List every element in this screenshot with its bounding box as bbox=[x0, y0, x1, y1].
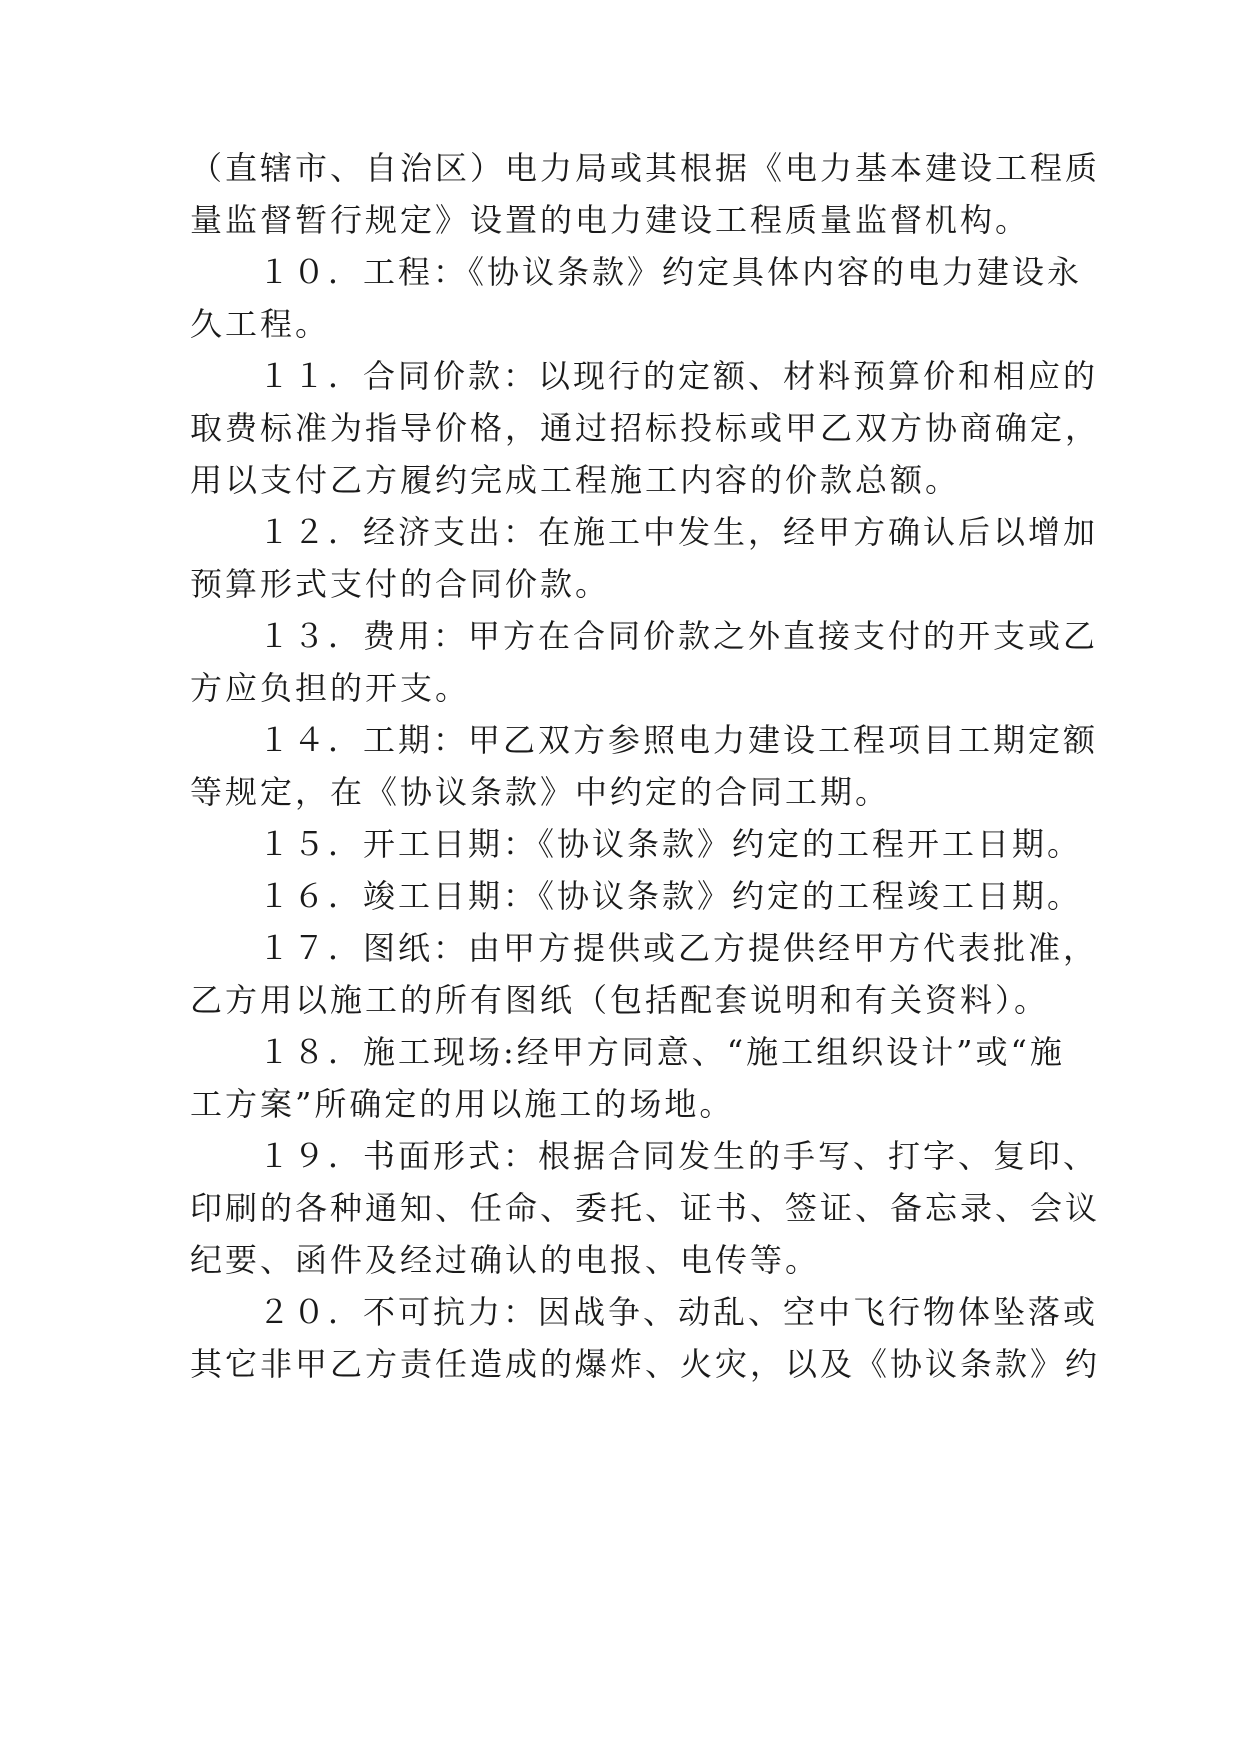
paragraph-11-line: １１．合同价款：以现行的定额、材料预算价和相应的 bbox=[258, 357, 1099, 395]
text-line: 印刷的各种通知、任命、委托、证书、签证、备忘录、会议 bbox=[190, 1189, 1101, 1227]
paragraph-15-line: １５．开工日期：《协议条款》约定的工程开工日期。 bbox=[258, 825, 1083, 863]
text-line: 用以支付乙方履约完成工程施工内容的价款总额。 bbox=[190, 461, 961, 499]
text-line: 其它非甲乙方责任造成的爆炸、火灾，以及《协议条款》约 bbox=[190, 1345, 1101, 1383]
text-line: 取费标准为指导价格，通过招标投标或甲乙双方协商确定， bbox=[190, 409, 1101, 447]
text-line: （直辖市、自治区）电力局或其根据《电力基本建设工程质 bbox=[190, 149, 1101, 187]
paragraph-13-line: １３．费用：甲方在合同价款之外直接支付的开支或乙 bbox=[258, 617, 1099, 655]
paragraph-18-line: １８．施工现场:经甲方同意、“施工组织设计”或“施 bbox=[258, 1033, 1065, 1071]
paragraph-14-line: １４．工期：甲乙双方参照电力建设工程项目工期定额 bbox=[258, 721, 1099, 759]
paragraph-20-line: ２０．不可抗力：因战争、动乱、空中飞行物体坠落或 bbox=[258, 1293, 1099, 1331]
paragraph-19-line: １９．书面形式：根据合同发生的手写、打字、复印、 bbox=[258, 1137, 1099, 1175]
text-line: 等规定，在《协议条款》中约定的合同工期。 bbox=[190, 773, 891, 811]
text-line: 预算形式支付的合同价款。 bbox=[190, 565, 611, 603]
paragraph-16-line: １６．竣工日期：《协议条款》约定的工程竣工日期。 bbox=[258, 877, 1083, 915]
paragraph-10-line: １０．工程：《协议条款》约定具体内容的电力建设永 bbox=[258, 253, 1083, 291]
text-line: 量监督暂行规定》设置的电力建设工程质量监督机构。 bbox=[190, 201, 1031, 239]
paragraph-17-line: １７．图纸：由甲方提供或乙方提供经甲方代表批准， bbox=[258, 929, 1099, 967]
text-line: 久工程。 bbox=[190, 305, 331, 343]
text-line: 工方案”所确定的用以施工的场地。 bbox=[190, 1085, 735, 1123]
text-line: 纪要、函件及经过确认的电报、电传等。 bbox=[190, 1241, 821, 1279]
text-line: 方应负担的开支。 bbox=[190, 669, 471, 707]
text-line: 乙方用以施工的所有图纸（包括配套说明和有关资料）。 bbox=[190, 981, 1050, 1019]
paragraph-12-line: １２．经济支出：在施工中发生，经甲方确认后以增加 bbox=[258, 513, 1099, 551]
